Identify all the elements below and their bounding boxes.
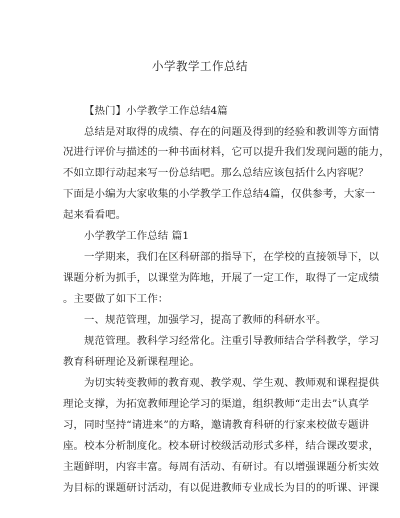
paragraph-line: 起来看看吧。 bbox=[63, 209, 127, 221]
heading-hot: 【热门】小学教学工作总结4篇 bbox=[84, 105, 228, 117]
paragraph-line: 为切实转变教师的教育观、教学观、学生观、教师观和课程提供 bbox=[84, 377, 380, 389]
paragraph-line: 总结是对取得的成绩、存在的问题及得到的经验和教训等方面情 bbox=[84, 126, 380, 138]
paragraph-line: 主题鲜明，内容丰富。每周有活动、有研讨。有以增强课题分析实效 bbox=[63, 461, 380, 473]
paragraph-line: 为目标的课题研讨活动，有以促进教师专业成长为目的的听课、评课 bbox=[63, 482, 380, 494]
section-heading: 小学教学工作总结 篇1 bbox=[84, 230, 190, 242]
paragraph-line: 理论支撑，为拓宽教师理论学习的渠道，组织教师“走出去”认真学 bbox=[63, 398, 370, 410]
paragraph-line: 下面是小编为大家收集的小学教学工作总结4篇，仅供参考，大家一 bbox=[63, 188, 376, 200]
paragraph-line: 课题分析为抓手，以课堂为阵地，开展了一定工作，取得了一定成绩 bbox=[63, 272, 380, 284]
paragraph-line: 习，同时坚持“请进来”的方略，邀请教育科研的行家来校做专题讲 bbox=[63, 419, 370, 431]
paragraph-line: 规范管理。教科学习经常化。注重引导教师结合学科教学，学习 bbox=[84, 335, 380, 347]
paragraph-line: 一学期来，我们在区科研部的指导下，在学校的直接领导下，以 bbox=[84, 251, 380, 263]
paragraph-line: 况进行评价与描述的一种书面材料，它可以提升我们发现问题的能力， bbox=[63, 146, 390, 158]
paragraph-line: 。主要做了如下工作： bbox=[63, 293, 169, 305]
paragraph-line: 教育科研理论及新课程理论。 bbox=[63, 356, 201, 368]
paragraph-line: 座。校本分析制度化。校本研讨校级活动形式多样，结合课改要求， bbox=[63, 440, 380, 452]
paragraph-line: 不如立即行动起来写一份总结吧。那么总结应该包括什么内容呢？ bbox=[63, 167, 369, 179]
subheading: 一、规范管理，加强学习，提高了教师的科研水平。 bbox=[84, 314, 327, 326]
document-title: 小学教学工作总结 bbox=[152, 59, 248, 73]
